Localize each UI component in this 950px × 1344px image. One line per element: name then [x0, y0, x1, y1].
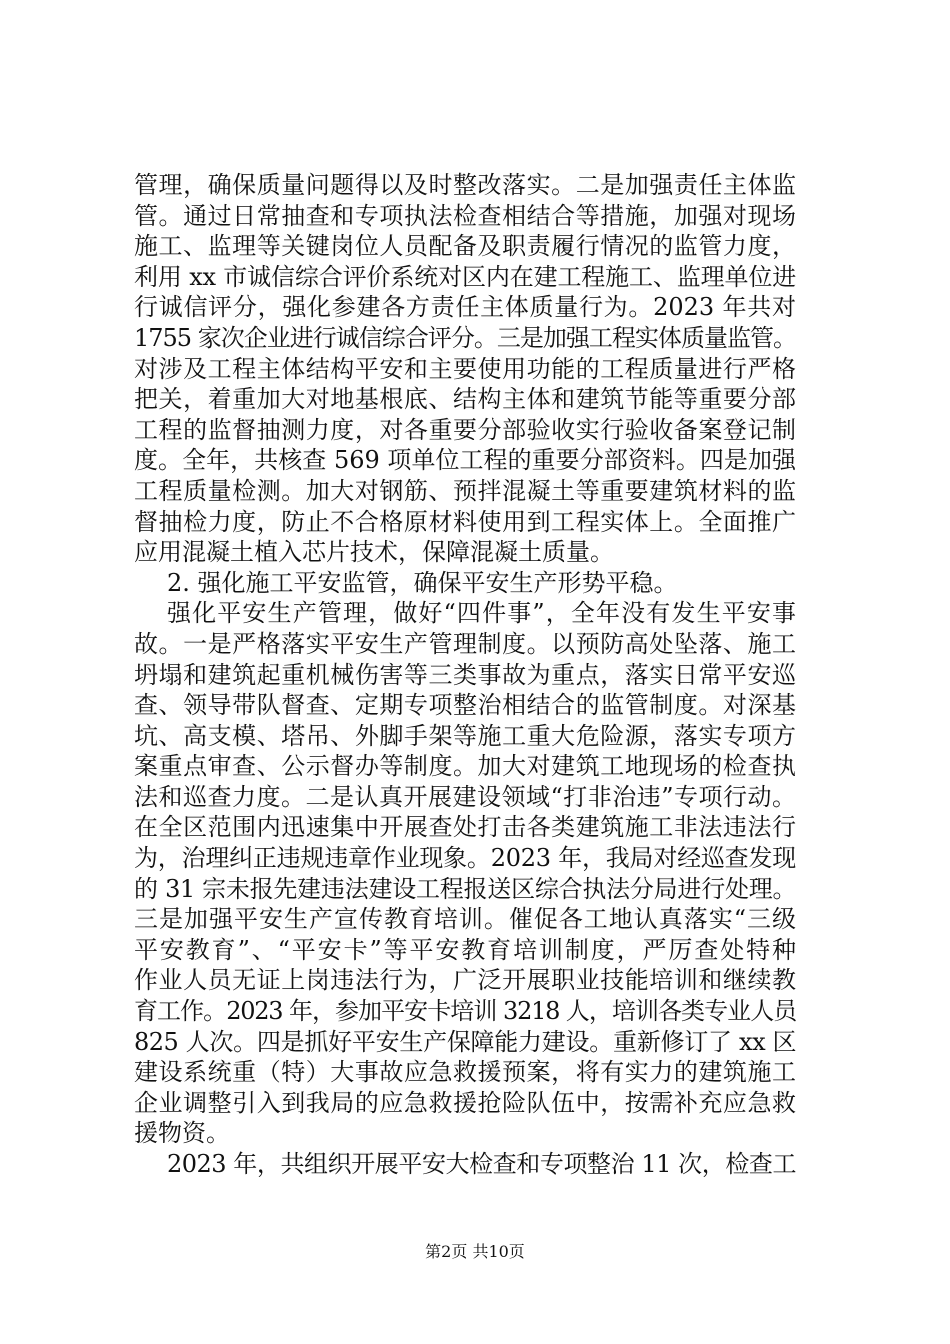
text-line: 查、领导带队督查、定期专项整治相结合的监管制度。对深基	[134, 691, 796, 720]
document-body	[134, 170, 796, 1180]
text-line: 施工、监理等关键岗位人员配备及职责履行情况的监管力度，	[134, 232, 796, 261]
text-line: 援物资。	[134, 1119, 230, 1148]
text-line: 工程质量检测。加大对钢筋、预拌混凝土等重要建筑材料的监	[134, 476, 796, 505]
text-line: 管理，确保质量问题得以及时整改落实。二是加强责任主体监	[134, 171, 796, 199]
text-line: 的 31 宗未报先建违法建设工程报送区综合执法分局进行处理。	[134, 874, 796, 903]
text-line: 度。全年，共核查 569 项单位工程的重要分部资料。四是加强	[134, 446, 796, 475]
text-line: 强化平安生产管理，做好“四件事”，全年没有发生平安事	[167, 599, 796, 628]
text-line: 育工作。2023 年，参加平安卡培训 3218 人，培训各类专业人员	[134, 997, 796, 1026]
text-line: 825 人次。四是抓好平安生产保障能力建设。重新修订了 xx 区	[134, 1027, 796, 1056]
text-line: 平安教育”、“平安卡”等平安教育培训制度，严厉查处特种	[134, 935, 796, 964]
text-line: 坍塌和建筑起重机械伤害等三类事故为重点，落实日常平安巡	[134, 660, 796, 689]
text-line: 应用混凝土植入芯片技术，保障混凝土质量。	[134, 538, 614, 567]
text-line: 把关，着重加大对地基根底、结构主体和建筑节能等重要分部	[134, 385, 796, 414]
text-line: 建设系统重（特）大事故应急救援预案，将有实力的建筑施工	[134, 1058, 796, 1087]
text-line: 利用 xx 市诚信综合评价系统对区内在建工程施工、监理单位进	[134, 262, 796, 291]
text-line: 在全区范围内迅速集中开展查处打击各类建筑施工非法违法行	[134, 813, 796, 842]
text-line: 2. 强化施工平安监管，确保平安生产形势平稳。	[167, 568, 678, 597]
page-footer: 第2页 共10页	[425, 1241, 525, 1261]
text-line: 工程的监督抽测力度，对各重要分部验收实行验收备案登记制	[134, 415, 796, 444]
text-line: 企业调整引入到我局的应急救援抢险队伍中，按需补充应急救	[134, 1088, 796, 1117]
text-line: 法和巡查力度。二是认真开展建设领域“打非治违”专项行动。	[134, 782, 796, 811]
text-line: 坑、高支模、塔吊、外脚手架等施工重大危险源，落实专项方	[134, 721, 796, 750]
text-line: 对涉及工程主体结构平安和主要使用功能的工程质量进行严格	[134, 354, 796, 383]
text-line: 作业人员无证上岗违法行为，广泛开展职业技能培训和继续教	[134, 966, 796, 995]
text-line: 三是加强平安生产宣传教育培训。催促各工地认真落实“三级	[134, 905, 796, 934]
text-line: 为，治理纠正违规违章作业现象。2023 年，我局对经巡查发现	[134, 844, 796, 873]
text-line: 管。通过日常抽查和专项执法检查相结合等措施，加强对现场	[134, 201, 796, 230]
text-line: 案重点审查、公示督办等制度。加大对建筑工地现场的检查执	[134, 752, 796, 781]
text-line: 2023 年，共组织开展平安大检查和专项整治 11 次，检查工	[167, 1150, 796, 1178]
text-line: 督抽检力度，防止不合格原材料使用到工程实体上。全面推广	[134, 507, 796, 536]
text-line: 1755 家次企业进行诚信综合评分。三是加强工程实体质量监管。	[134, 323, 796, 352]
text-line: 故。一是严格落实平安生产管理制度。以预防高处坠落、施工	[134, 629, 796, 658]
text-line: 行诚信评分，强化参建各方责任主体质量行为。2023 年共对	[134, 293, 796, 322]
